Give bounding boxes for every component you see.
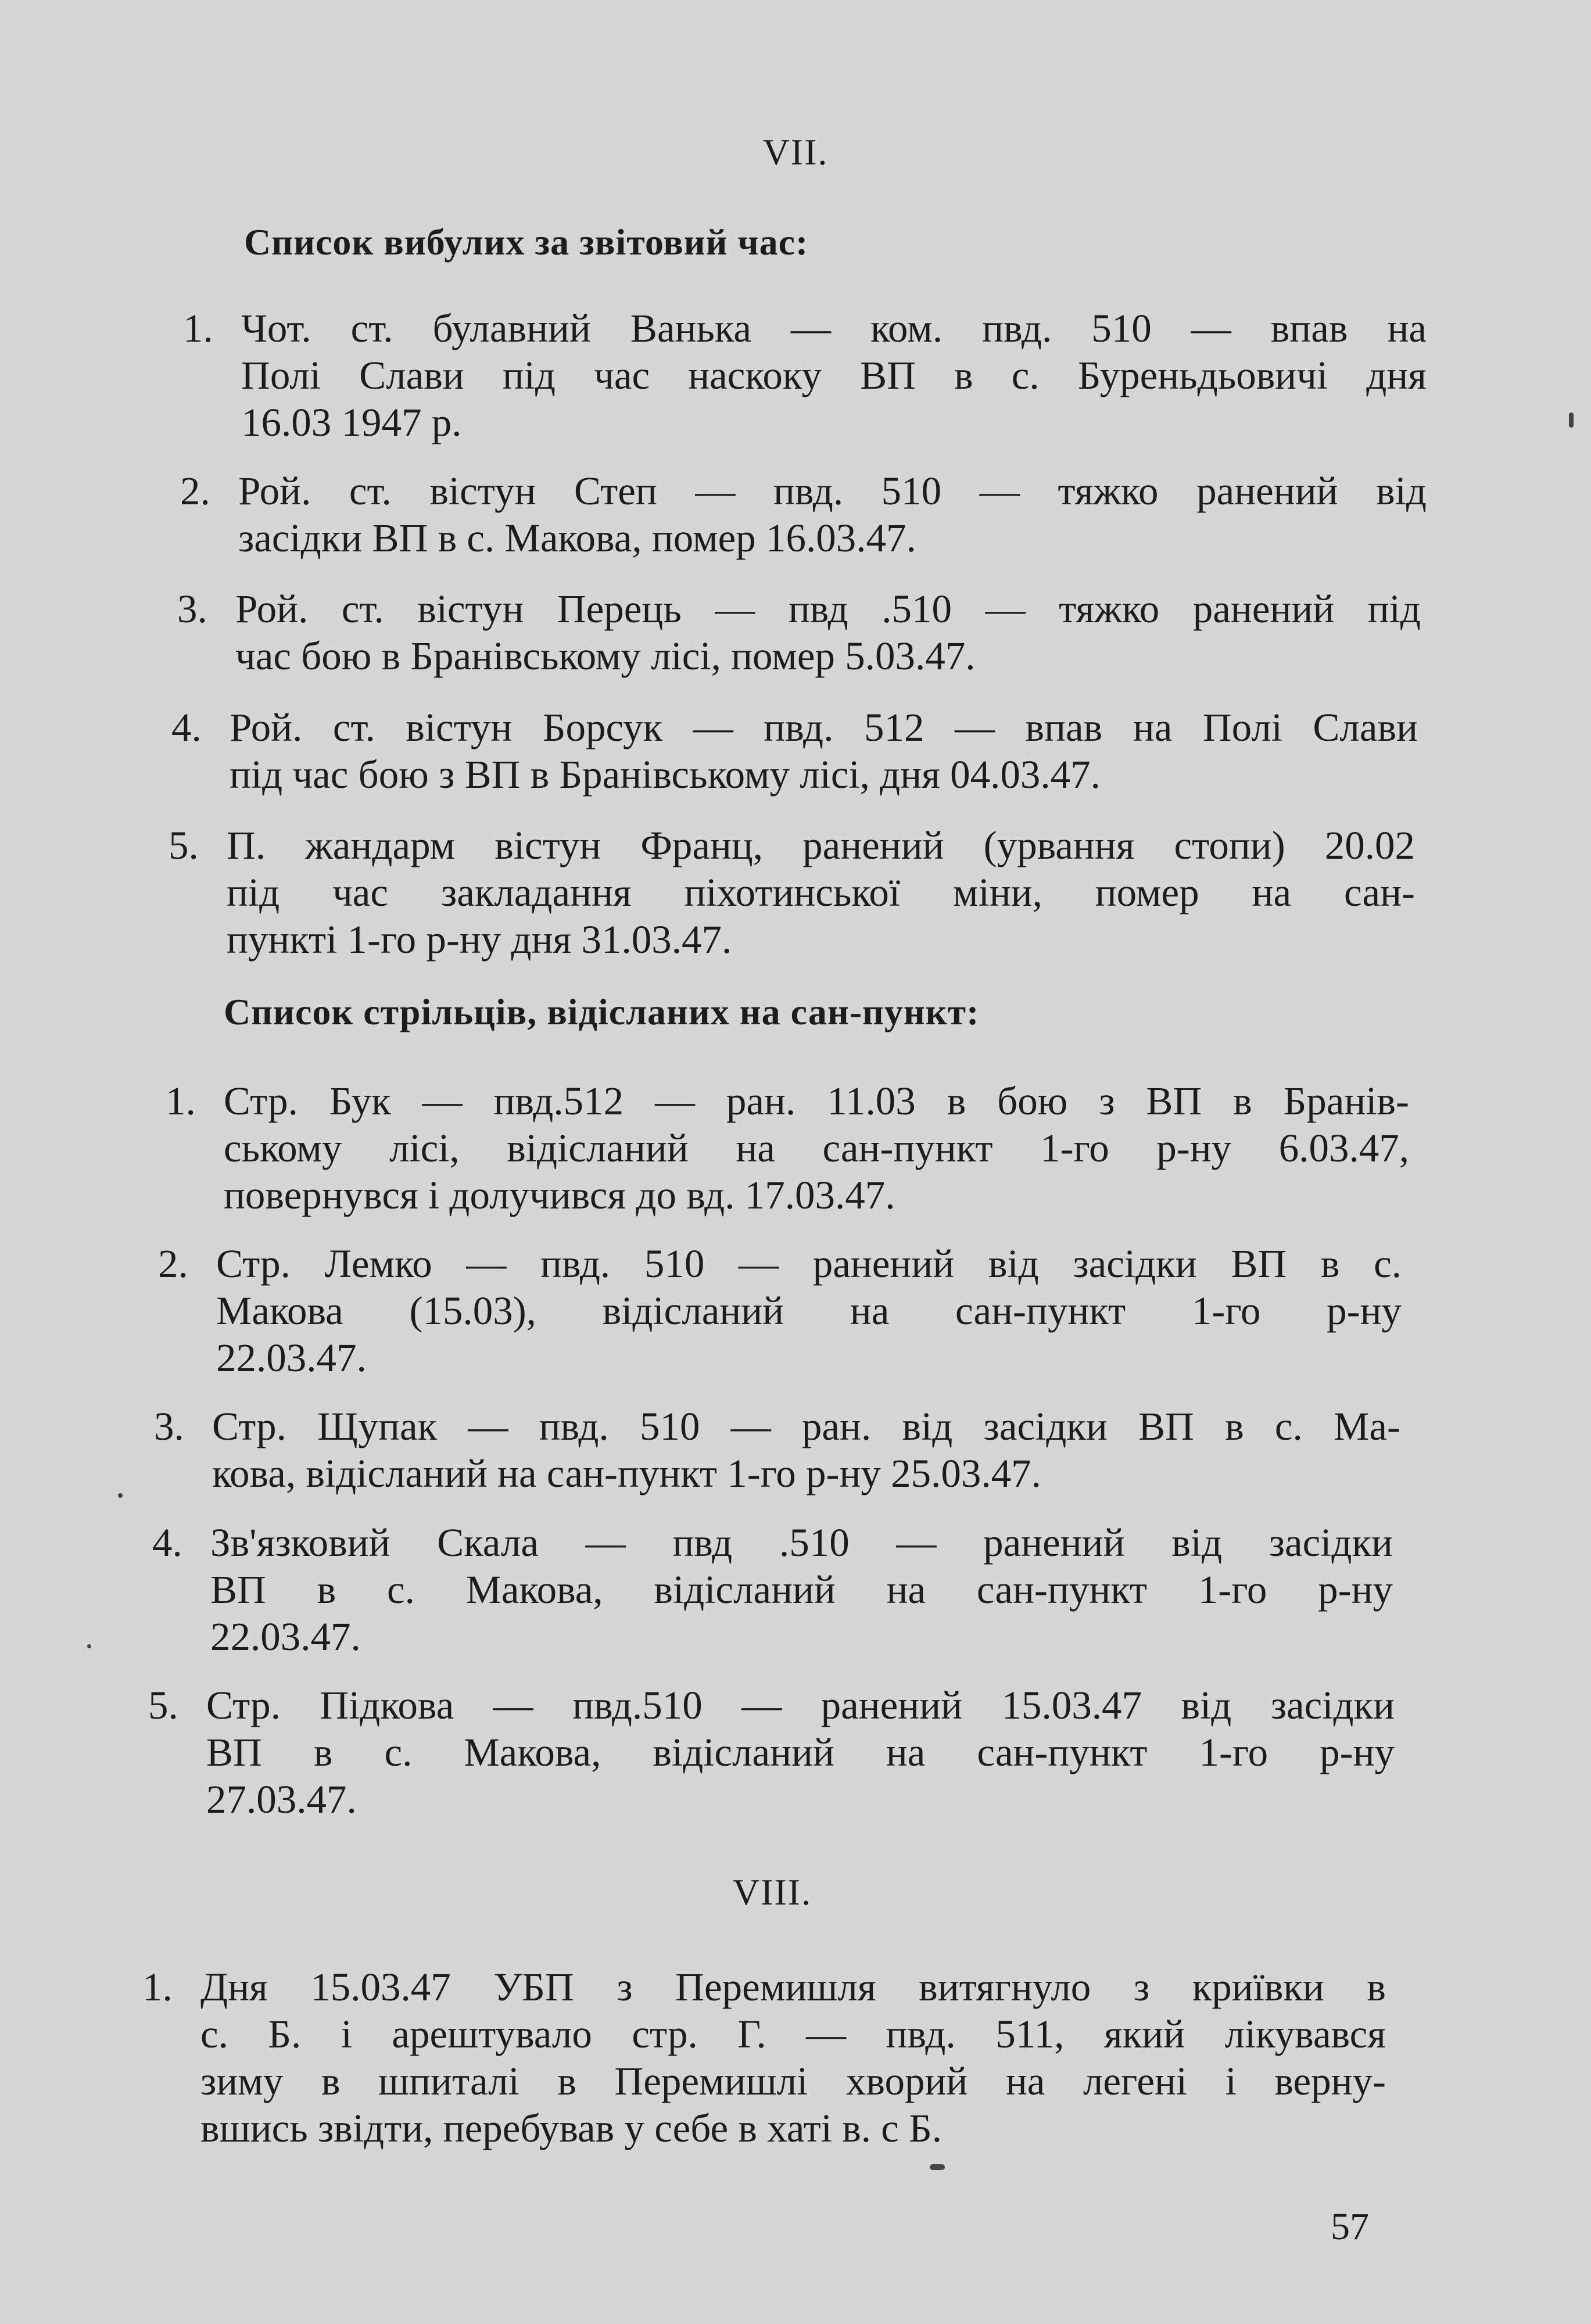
list-item	[171, 704, 1418, 798]
item-line: повернувся і долучився до вд. 17.03.47.	[224, 1173, 895, 1217]
section-number-viii: VIII.	[732, 1871, 812, 1913]
item-number: 1.	[166, 1079, 196, 1123]
item-line: П. жандарм вістун Франц, ранений (урвання стопи) 20.02	[227, 823, 1415, 867]
item-line: Макова (15.03), відісланий на сан-пункт 1-го р-ну	[216, 1289, 1402, 1333]
heading-sent-to-medpoint: Список стрільців, відісланих на сан-пункт:	[224, 991, 980, 1032]
list-item	[166, 1078, 1409, 1219]
item-line: 22.03.47.	[210, 1615, 361, 1659]
page-number: 57	[1331, 2205, 1369, 2248]
list-item	[183, 305, 1427, 446]
item-line: зиму в шпиталі в Перемишлі хворий на легені і верну-	[200, 2059, 1386, 2103]
item-line: час бою в Бранівському лісі, помер 5.03.47.	[235, 634, 976, 678]
list-item	[154, 1403, 1400, 1497]
list-item	[158, 1240, 1402, 1382]
item-line: ВП в с. Макова, відісланий на сан-пункт 1-го р-ну	[210, 1568, 1393, 1612]
print-speck	[1569, 413, 1574, 428]
item-line: Стр. Бук — пвд.512 — ран. 11.03 в бою з ВП в Бранів-	[224, 1079, 1409, 1123]
item-line: Чот. ст. булавний Ванька — ком. пвд. 510 — впав на	[241, 306, 1427, 350]
item-number: 3.	[154, 1404, 184, 1448]
item-line: вшись звідти, перебував у себе в хаті в. с Б.	[200, 2106, 943, 2150]
item-line: засідки ВП в с. Макова, помер 16.03.47.	[238, 516, 916, 560]
list-item	[152, 1519, 1393, 1660]
item-line: Рой. ст. вістун Борсук — пвд. 512 — впав на Полі Слави	[230, 705, 1418, 749]
item-line: с. Б. і арештувало стр. Г. — пвд. 511, який лікувався	[200, 2012, 1386, 2056]
item-number: 2.	[158, 1242, 188, 1286]
heading-losses-list: Список вибулих за звітовий час:	[244, 221, 809, 263]
list-item	[142, 1964, 1386, 2152]
item-line: Рой. ст. вістун Перець — пвд .510 — тяжко ранений під	[235, 587, 1421, 631]
item-number: 5.	[148, 1683, 178, 1727]
item-line: Стр. Лемко — пвд. 510 — ранений від засідки ВП в с.	[216, 1242, 1402, 1286]
item-line: під час бою з ВП в Бранівському лісі, дня 04.03.47.	[230, 752, 1101, 797]
item-line: пункті 1-го р-ну дня 31.03.47.	[227, 917, 732, 962]
item-line: Стр. Підкова — пвд.510 — ранений 15.03.47 від засідки	[206, 1683, 1395, 1727]
list-item	[180, 468, 1427, 562]
item-number: 3.	[177, 587, 207, 631]
item-line: ському лісі, відісланий на сан-пункт 1-го р-ну 6.03.47,	[224, 1126, 1409, 1170]
item-number: 2.	[180, 469, 210, 513]
print-speck	[87, 1644, 91, 1648]
item-line: Зв'язковий Скала — пвд .510 — ранений від засідки	[210, 1520, 1393, 1565]
print-speck	[930, 2164, 945, 2170]
list-item	[148, 1682, 1395, 1823]
item-number: 1.	[142, 1965, 173, 2009]
print-speck	[118, 1493, 123, 1498]
item-line: Полі Слави під час наскоку ВП в с. Буреньдьовичі дня	[241, 353, 1427, 397]
item-line: Рой. ст. вістун Степ — пвд. 510 — тяжко ранений від	[238, 469, 1427, 513]
item-line: під час закладання піхотинської міни, помер на сан-	[227, 870, 1415, 914]
item-number: 4.	[152, 1520, 182, 1565]
section-number-vii: VII.	[762, 131, 829, 173]
item-number: 1.	[183, 306, 213, 350]
item-line: 16.03 1947 р.	[241, 400, 462, 444]
item-line: кова, відісланий на сан-пункт 1-го р-ну 25.03.47.	[212, 1451, 1041, 1495]
item-line: Дня 15.03.47 УБП з Перемишля витягнуло з криївки в	[200, 1965, 1386, 2009]
item-line: Стр. Щупак — пвд. 510 — ран. від засідки ВП в с. Ма-	[212, 1404, 1400, 1448]
list-item	[177, 586, 1421, 680]
list-item	[169, 822, 1415, 963]
item-line: ВП в с. Макова, відісланий на сан-пункт 1-го р-ну	[206, 1730, 1395, 1774]
item-number: 4.	[171, 705, 202, 749]
item-line: 22.03.47.	[216, 1336, 367, 1380]
item-number: 5.	[169, 823, 199, 867]
item-line: 27.03.47.	[206, 1777, 357, 1821]
